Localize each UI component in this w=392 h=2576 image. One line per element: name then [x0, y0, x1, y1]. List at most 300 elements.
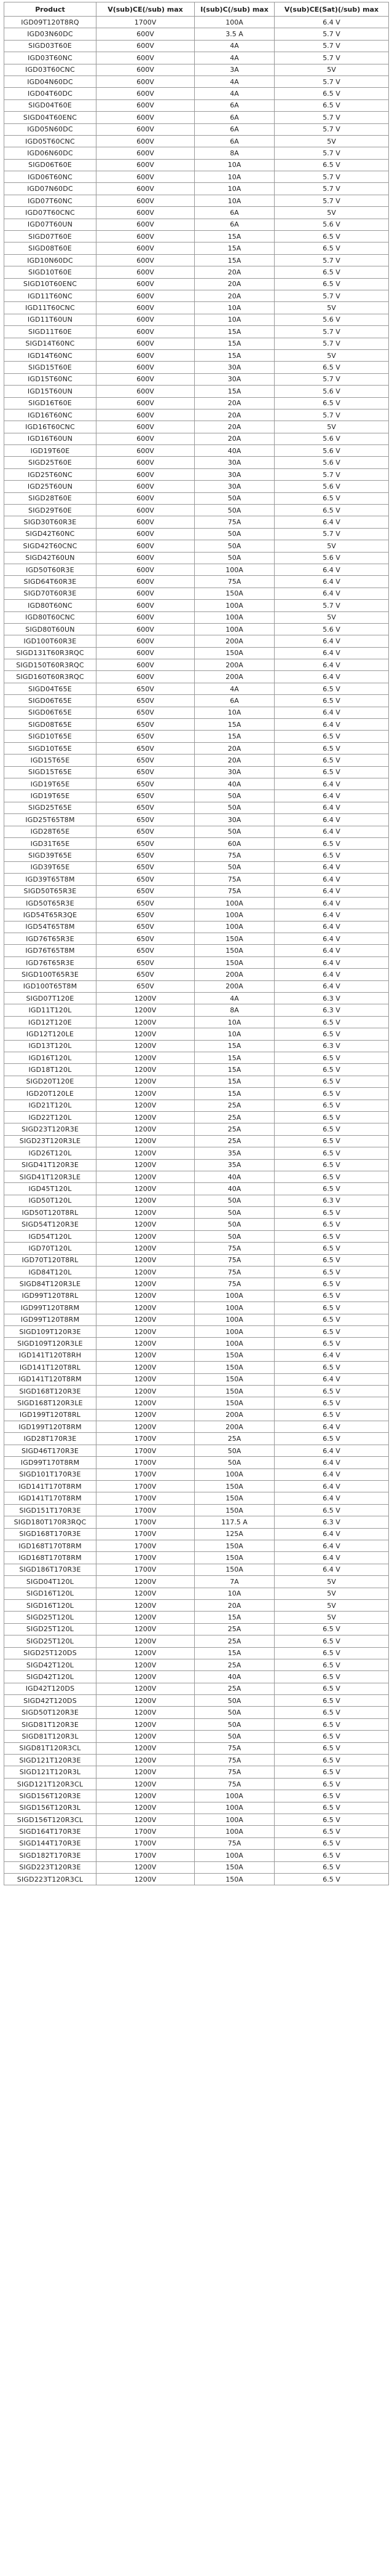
- table-row: [4, 1088, 389, 1100]
- ic-max-cell: 75A: [195, 516, 275, 528]
- product-cell: IGD141T170T8RM: [4, 1492, 96, 1504]
- table-row: [4, 1826, 389, 1837]
- table-row: [4, 814, 389, 826]
- product-cell: IGD15T65E: [4, 755, 96, 766]
- ic-max-cell: 20A: [195, 433, 275, 444]
- product-cell: IGD11T60UN: [4, 314, 96, 325]
- vce-sat-max-cell: 6.4 V: [275, 516, 389, 528]
- product-cell: IGD16T60CNC: [4, 421, 96, 433]
- ic-max-cell: 60A: [195, 837, 275, 849]
- product-cell: SIGD10T60E: [4, 266, 96, 278]
- table-row: [4, 1790, 389, 1802]
- product-cell: SIGD168T120R3E: [4, 1385, 96, 1397]
- product-cell: IGD22T120L: [4, 1111, 96, 1123]
- ic-max-cell: 150A: [195, 1492, 275, 1504]
- vce-sat-max-cell: 6.4 V: [275, 576, 389, 588]
- vce-max-cell: 600V: [96, 349, 195, 361]
- product-cell: IGD07T60UN: [4, 219, 96, 230]
- vce-max-cell: 1200V: [96, 1766, 195, 1778]
- product-cell: IGD16T120L: [4, 1052, 96, 1063]
- vce-sat-max-cell: 6.5 V: [275, 1766, 389, 1778]
- vce-sat-max-cell: 5.7 V: [275, 409, 389, 421]
- product-cell: SIGD25T120L: [4, 1612, 96, 1623]
- table-row: [4, 933, 389, 945]
- ic-max-cell: 100A: [195, 1325, 275, 1337]
- vce-max-cell: 600V: [96, 671, 195, 683]
- vce-sat-max-cell: 6.5 V: [275, 1837, 389, 1849]
- table-row: [4, 897, 389, 909]
- vce-max-cell: 600V: [96, 88, 195, 99]
- vce-sat-max-cell: 6.4 V: [275, 909, 389, 921]
- vce-sat-max-cell: 6.4 V: [275, 885, 389, 897]
- table-row: [4, 1016, 389, 1028]
- table-row: [4, 433, 389, 444]
- ic-max-cell: 10A: [195, 183, 275, 195]
- product-cell: IGD07T60NC: [4, 195, 96, 206]
- table-row: [4, 481, 389, 492]
- vce-sat-max-cell: 5.7 V: [275, 52, 389, 64]
- vce-max-cell: 650V: [96, 826, 195, 837]
- product-cell: IGD31T65E: [4, 837, 96, 849]
- product-cell: SIGD04T60ENC: [4, 112, 96, 123]
- product-cell: SIGD15T65E: [4, 766, 96, 778]
- vce-sat-max-cell: 6.5 V: [275, 1064, 389, 1076]
- vce-sat-max-cell: 6.5 V: [275, 278, 389, 290]
- vce-max-cell: 600V: [96, 373, 195, 385]
- table-row: [4, 1409, 389, 1421]
- table-row: [4, 945, 389, 956]
- vce-sat-max-cell: 6.5 V: [275, 1755, 389, 1766]
- table-row: [4, 1635, 389, 1647]
- product-cell: SIGD08T65E: [4, 719, 96, 731]
- header-vce-max: V(sub)CE(/sub) max: [96, 2, 195, 17]
- product-cell: SIGD156T120R3CL: [4, 1814, 96, 1825]
- table-row: [4, 1468, 389, 1480]
- vce-max-cell: 650V: [96, 683, 195, 694]
- header-row: [4, 2, 389, 17]
- vce-sat-max-cell: 6.3 V: [275, 1516, 389, 1528]
- ic-max-cell: 15A: [195, 719, 275, 731]
- product-cell: IGD80T60CNC: [4, 611, 96, 623]
- vce-sat-max-cell: 5V: [275, 1599, 389, 1611]
- ic-max-cell: 50A: [195, 1707, 275, 1718]
- vce-max-cell: 600V: [96, 338, 195, 349]
- table-row: [4, 468, 389, 480]
- product-cell: SIGD84T120R3LE: [4, 1278, 96, 1290]
- vce-max-cell: 1200V: [96, 1338, 195, 1349]
- vce-max-cell: 600V: [96, 445, 195, 457]
- vce-sat-max-cell: 6.5 V: [275, 231, 389, 242]
- ic-max-cell: 100A: [195, 17, 275, 28]
- table-row: [4, 516, 389, 528]
- product-cell: SIGD42T60CNC: [4, 540, 96, 552]
- ic-max-cell: 15A: [195, 254, 275, 266]
- vce-max-cell: 600V: [96, 171, 195, 183]
- product-cell: SIGD06T60E: [4, 159, 96, 171]
- vce-sat-max-cell: 6.4 V: [275, 719, 389, 731]
- ic-max-cell: 15A: [195, 1052, 275, 1063]
- vce-max-cell: 650V: [96, 874, 195, 885]
- vce-sat-max-cell: 5.7 V: [275, 373, 389, 385]
- ic-max-cell: 15A: [195, 1076, 275, 1087]
- vce-sat-max-cell: 6.5 V: [275, 1135, 389, 1147]
- product-cell: SIGD23T120R3E: [4, 1123, 96, 1135]
- table-row: [4, 349, 389, 361]
- ic-max-cell: 6A: [195, 219, 275, 230]
- vce-sat-max-cell: 5.7 V: [275, 40, 389, 52]
- vce-sat-max-cell: 6.4 V: [275, 1528, 389, 1540]
- table-row: [4, 1659, 389, 1670]
- ic-max-cell: 100A: [195, 600, 275, 611]
- ic-max-cell: 50A: [195, 1219, 275, 1230]
- vce-sat-max-cell: 5.6 V: [275, 445, 389, 457]
- table-row: [4, 659, 389, 671]
- vce-sat-max-cell: 6.5 V: [275, 1731, 389, 1742]
- table-row: [4, 1147, 389, 1159]
- vce-sat-max-cell: 6.4 V: [275, 933, 389, 945]
- vce-max-cell: 1200V: [96, 1814, 195, 1825]
- table-row: [4, 1195, 389, 1206]
- table-row: [4, 695, 389, 707]
- ic-max-cell: 150A: [195, 1873, 275, 1885]
- ic-max-cell: 20A: [195, 290, 275, 301]
- vce-max-cell: 1200V: [96, 1718, 195, 1730]
- vce-sat-max-cell: 6.3 V: [275, 1040, 389, 1052]
- product-cell: SIGD30T60R3E: [4, 516, 96, 528]
- product-cell: SIGD186T170R3E: [4, 1564, 96, 1575]
- table-row: [4, 159, 389, 171]
- ic-max-cell: 50A: [195, 528, 275, 540]
- vce-max-cell: 1200V: [96, 1707, 195, 1718]
- product-cell: IGD04T60DC: [4, 88, 96, 99]
- table-row: [4, 1873, 389, 1885]
- product-cell: IGD13T120L: [4, 1040, 96, 1052]
- vce-sat-max-cell: 6.5 V: [275, 1362, 389, 1373]
- table-row: [4, 219, 389, 230]
- ic-max-cell: 4A: [195, 88, 275, 99]
- ic-max-cell: 15A: [195, 1088, 275, 1100]
- table-row: [4, 290, 389, 301]
- table-row: [4, 266, 389, 278]
- vce-sat-max-cell: 6.3 V: [275, 1004, 389, 1016]
- vce-sat-max-cell: 5.6 V: [275, 314, 389, 325]
- vce-sat-max-cell: 6.4 V: [275, 671, 389, 683]
- vce-sat-max-cell: 6.5 V: [275, 1052, 389, 1063]
- vce-max-cell: 1700V: [96, 1528, 195, 1540]
- product-cell: IGD28T170R3E: [4, 1433, 96, 1445]
- table-row: [4, 647, 389, 659]
- table-row: [4, 112, 389, 123]
- ic-max-cell: 50A: [195, 540, 275, 552]
- vce-sat-max-cell: 5V: [275, 64, 389, 76]
- vce-sat-max-cell: 6.4 V: [275, 1492, 389, 1504]
- vce-sat-max-cell: 6.5 V: [275, 1219, 389, 1230]
- product-cell: SIGD10T65E: [4, 742, 96, 754]
- vce-max-cell: 1200V: [96, 1409, 195, 1421]
- vce-sat-max-cell: 6.5 V: [275, 1647, 389, 1659]
- ic-max-cell: 100A: [195, 909, 275, 921]
- vce-max-cell: 1700V: [96, 1552, 195, 1564]
- vce-max-cell: 600V: [96, 64, 195, 76]
- vce-max-cell: 600V: [96, 433, 195, 444]
- vce-max-cell: 600V: [96, 219, 195, 230]
- product-cell: IGD54T65R3QE: [4, 909, 96, 921]
- ic-max-cell: 30A: [195, 457, 275, 468]
- ic-max-cell: 6A: [195, 123, 275, 135]
- vce-max-cell: 600V: [96, 635, 195, 647]
- table-row: [4, 314, 389, 325]
- vce-max-cell: 600V: [96, 528, 195, 540]
- table-row: [4, 1397, 389, 1409]
- vce-max-cell: 650V: [96, 778, 195, 790]
- table-row: [4, 1445, 389, 1456]
- vce-max-cell: 650V: [96, 921, 195, 933]
- vce-max-cell: 1200V: [96, 1671, 195, 1683]
- product-cell: SIGD80T60UN: [4, 623, 96, 635]
- ic-max-cell: 50A: [195, 790, 275, 802]
- product-cell: IGD03N60DC: [4, 28, 96, 40]
- product-cell: SIGD121T120R3L: [4, 1766, 96, 1778]
- table-row: [4, 1802, 389, 1814]
- table-row: [4, 1850, 389, 1861]
- ic-max-cell: 150A: [195, 1385, 275, 1397]
- ic-max-cell: 15A: [195, 349, 275, 361]
- vce-sat-max-cell: 5.7 V: [275, 123, 389, 135]
- product-cell: IGD07T60CNC: [4, 207, 96, 219]
- product-cell: SIGD180T170R3RQC: [4, 1516, 96, 1528]
- vce-max-cell: 1200V: [96, 1040, 195, 1052]
- vce-max-cell: 650V: [96, 802, 195, 813]
- ic-max-cell: 200A: [195, 671, 275, 683]
- vce-max-cell: 1700V: [96, 1540, 195, 1552]
- ic-max-cell: 150A: [195, 1481, 275, 1492]
- table-row: [4, 1325, 389, 1337]
- table-row: [4, 1004, 389, 1016]
- product-cell: SIGD14T60NC: [4, 338, 96, 349]
- vce-max-cell: 600V: [96, 564, 195, 575]
- vce-max-cell: 1200V: [96, 1183, 195, 1195]
- product-cell: IGD16T60NC: [4, 409, 96, 421]
- table-row: [4, 492, 389, 504]
- table-row: [4, 1100, 389, 1111]
- vce-sat-max-cell: 6.5 V: [275, 1635, 389, 1647]
- ic-max-cell: 200A: [195, 1409, 275, 1421]
- vce-sat-max-cell: 6.5 V: [275, 88, 389, 99]
- product-cell: SIGD39T65E: [4, 850, 96, 861]
- product-cell: IGD21T120L: [4, 1100, 96, 1111]
- table-row: [4, 528, 389, 540]
- vce-sat-max-cell: 5.7 V: [275, 76, 389, 87]
- vce-max-cell: 1200V: [96, 1731, 195, 1742]
- ic-max-cell: 100A: [195, 1790, 275, 1802]
- ic-max-cell: 75A: [195, 850, 275, 861]
- vce-max-cell: 1200V: [96, 1778, 195, 1790]
- ic-max-cell: 150A: [195, 1552, 275, 1564]
- ic-max-cell: 10A: [195, 1588, 275, 1599]
- table-row: [4, 1373, 389, 1385]
- ic-max-cell: 200A: [195, 635, 275, 647]
- vce-sat-max-cell: 5.6 V: [275, 457, 389, 468]
- table-row: [4, 1707, 389, 1718]
- ic-max-cell: 150A: [195, 1397, 275, 1409]
- vce-max-cell: 600V: [96, 468, 195, 480]
- ic-max-cell: 20A: [195, 266, 275, 278]
- product-cell: IGD19T65E: [4, 778, 96, 790]
- vce-sat-max-cell: 5.7 V: [275, 254, 389, 266]
- vce-sat-max-cell: 6.4 V: [275, 874, 389, 885]
- product-cell: SIGD81T120R3E: [4, 1718, 96, 1730]
- table-row: [4, 1457, 389, 1468]
- vce-max-cell: 1200V: [96, 1016, 195, 1028]
- vce-sat-max-cell: 6.4 V: [275, 814, 389, 826]
- vce-max-cell: 1200V: [96, 1576, 195, 1588]
- ic-max-cell: 50A: [195, 1207, 275, 1219]
- vce-max-cell: 1200V: [96, 1599, 195, 1611]
- vce-sat-max-cell: 6.5 V: [275, 1302, 389, 1314]
- table-row: [4, 588, 389, 599]
- ic-max-cell: 20A: [195, 755, 275, 766]
- vce-sat-max-cell: 6.5 V: [275, 1243, 389, 1254]
- table-row: [4, 52, 389, 64]
- table-row: [4, 362, 389, 373]
- product-cell: SIGD81T120R3L: [4, 1731, 96, 1742]
- vce-max-cell: 650V: [96, 731, 195, 742]
- vce-max-cell: 1200V: [96, 1267, 195, 1278]
- ic-max-cell: 15A: [195, 386, 275, 397]
- table-row: [4, 195, 389, 206]
- table-row: [4, 1778, 389, 1790]
- ic-max-cell: 4A: [195, 52, 275, 64]
- vce-max-cell: 650V: [96, 861, 195, 873]
- product-cell: SIGD42T60NC: [4, 528, 96, 540]
- vce-sat-max-cell: 6.5 V: [275, 683, 389, 694]
- product-cell: SIGD64T60R3E: [4, 576, 96, 588]
- vce-sat-max-cell: 5V: [275, 135, 389, 147]
- ic-max-cell: 35A: [195, 1147, 275, 1159]
- ic-max-cell: 25A: [195, 1683, 275, 1694]
- product-cell: IGD99T120T8RM: [4, 1314, 96, 1325]
- table-row: [4, 1135, 389, 1147]
- vce-max-cell: 1700V: [96, 1826, 195, 1837]
- table-body: [4, 17, 389, 1885]
- product-cell: IGD05N60DC: [4, 123, 96, 135]
- product-cell: SIGD42T120L: [4, 1671, 96, 1683]
- ic-max-cell: 50A: [195, 802, 275, 813]
- product-cell: SIGD168T170R3E: [4, 1528, 96, 1540]
- ic-max-cell: 75A: [195, 1837, 275, 1849]
- vce-max-cell: 600V: [96, 40, 195, 52]
- product-cell: SIGD10T65E: [4, 731, 96, 742]
- product-cell: SIGD07T120E: [4, 993, 96, 1004]
- vce-sat-max-cell: 5.7 V: [275, 528, 389, 540]
- vce-sat-max-cell: 6.5 V: [275, 850, 389, 861]
- vce-sat-max-cell: 6.4 V: [275, 564, 389, 575]
- vce-sat-max-cell: 6.4 V: [275, 707, 389, 718]
- product-cell: IGD84T120L: [4, 1267, 96, 1278]
- vce-max-cell: 1200V: [96, 1612, 195, 1623]
- vce-sat-max-cell: 6.4 V: [275, 1468, 389, 1480]
- vce-max-cell: 600V: [96, 409, 195, 421]
- table-row: [4, 183, 389, 195]
- vce-sat-max-cell: 6.4 V: [275, 1481, 389, 1492]
- vce-sat-max-cell: 5V: [275, 349, 389, 361]
- ic-max-cell: 10A: [195, 302, 275, 314]
- vce-sat-max-cell: 6.4 V: [275, 861, 389, 873]
- product-cell: SIGD101T170R3E: [4, 1468, 96, 1480]
- product-cell: IGD07N60DC: [4, 183, 96, 195]
- vce-max-cell: 650V: [96, 850, 195, 861]
- vce-max-cell: 650V: [96, 766, 195, 778]
- vce-max-cell: 1700V: [96, 1516, 195, 1528]
- ic-max-cell: 100A: [195, 1850, 275, 1861]
- ic-max-cell: 20A: [195, 1599, 275, 1611]
- table-row: [4, 1314, 389, 1325]
- vce-sat-max-cell: 5V: [275, 1612, 389, 1623]
- vce-max-cell: 600V: [96, 492, 195, 504]
- product-cell: SIGD23T120R3LE: [4, 1135, 96, 1147]
- vce-max-cell: 1200V: [96, 1397, 195, 1409]
- ic-max-cell: 100A: [195, 623, 275, 635]
- product-cell: IGD70T120T8RL: [4, 1254, 96, 1266]
- product-cell: IGD50T120T8RL: [4, 1207, 96, 1219]
- table-row: [4, 742, 389, 754]
- vce-sat-max-cell: 6.5 V: [275, 1861, 389, 1873]
- table-row: [4, 278, 389, 290]
- ic-max-cell: 50A: [195, 1731, 275, 1742]
- table-row: [4, 1254, 389, 1266]
- vce-max-cell: 1200V: [96, 1243, 195, 1254]
- ic-max-cell: 8A: [195, 147, 275, 159]
- vce-sat-max-cell: 6.5 V: [275, 1100, 389, 1111]
- ic-max-cell: 25A: [195, 1433, 275, 1445]
- ic-max-cell: 10A: [195, 707, 275, 718]
- table-row: [4, 623, 389, 635]
- table-row: [4, 1742, 389, 1754]
- vce-sat-max-cell: 5.7 V: [275, 183, 389, 195]
- vce-sat-max-cell: 6.5 V: [275, 1873, 389, 1885]
- vce-max-cell: 650V: [96, 695, 195, 707]
- vce-max-cell: 1200V: [96, 1207, 195, 1219]
- vce-sat-max-cell: 6.5 V: [275, 159, 389, 171]
- table-row: [4, 1302, 389, 1314]
- table-row: [4, 1052, 389, 1063]
- table-row: [4, 1362, 389, 1373]
- vce-max-cell: 1200V: [96, 1088, 195, 1100]
- vce-sat-max-cell: 5V: [275, 540, 389, 552]
- vce-max-cell: 1200V: [96, 1314, 195, 1325]
- table-row: [4, 707, 389, 718]
- ic-max-cell: 6A: [195, 207, 275, 219]
- ic-max-cell: 75A: [195, 1254, 275, 1266]
- vce-max-cell: 1200V: [96, 1052, 195, 1063]
- ic-max-cell: 100A: [195, 921, 275, 933]
- table-row: [4, 1349, 389, 1361]
- vce-max-cell: 600V: [96, 112, 195, 123]
- vce-max-cell: 600V: [96, 302, 195, 314]
- ic-max-cell: 50A: [195, 861, 275, 873]
- product-cell: SIGD150T60R3RQC: [4, 659, 96, 671]
- product-cell: IGD09T120T8RQ: [4, 17, 96, 28]
- vce-max-cell: 1700V: [96, 1850, 195, 1861]
- ic-max-cell: 30A: [195, 814, 275, 826]
- table-row: [4, 1123, 389, 1135]
- product-cell: SIGD29T60E: [4, 505, 96, 516]
- product-cell: IGD11T60NC: [4, 290, 96, 301]
- table-row: [4, 1267, 389, 1278]
- table-row: [4, 135, 389, 147]
- vce-max-cell: 600V: [96, 481, 195, 492]
- ic-max-cell: 150A: [195, 1373, 275, 1385]
